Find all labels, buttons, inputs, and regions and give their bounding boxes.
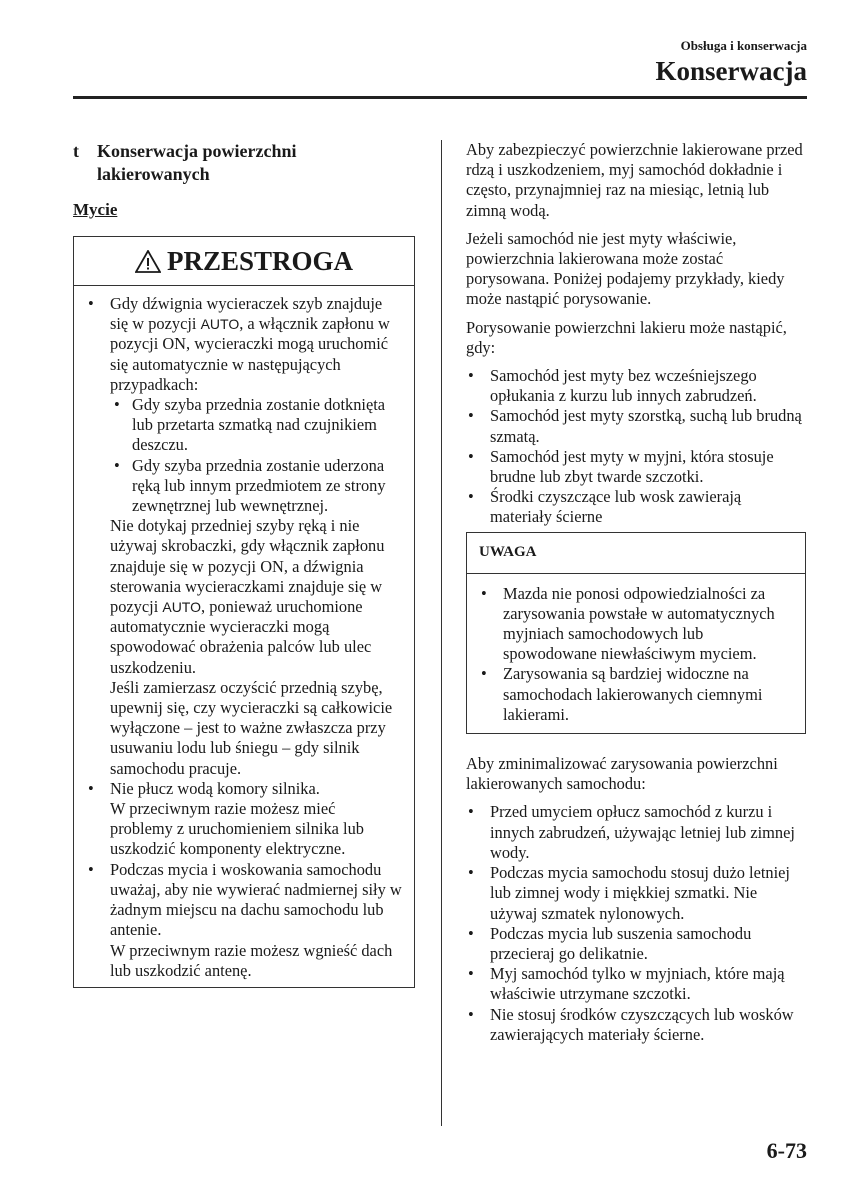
caution-paragraph: W przeciwnym razie możesz mieć problemy z uruchomieniem silnika lub uszkodzić komponenty elektryczne. [110, 799, 364, 859]
section-title: Konserwacja [655, 56, 807, 86]
caution-item [86, 860, 402, 981]
scratch-causes-list [466, 366, 806, 528]
paragraph: Aby zabezpieczyć powierzchnie lakierowane przed rdzą i uszkodzeniem, myj samochód dokładnie i często, przynajmniej raz na miesiąc, letnią lub zimną wodą. [466, 140, 803, 220]
warning-triangle-icon [135, 250, 161, 273]
subsection-title: Konserwacja powierzchni lakierowanych [97, 141, 297, 184]
page-number: 6-73 [766, 1138, 807, 1163]
caution-text: , a włącznik zapłonu w pozycji ON, wycieraczki mogą uruchomić się automatycznie w następujących przypadkach: [110, 314, 390, 394]
paragraph: Porysowanie powierzchni lakieru może nastąpić, gdy: [466, 317, 787, 357]
auto-label: AUTO [200, 316, 240, 333]
list-item: • Samochód jest myty bez wcześniejszego opłukania z kurzu lub innych zabrudzeń. [466, 366, 806, 406]
caution-title: PRZESTROGA [166, 245, 354, 276]
subsection-heading [73, 140, 415, 186]
caution-text: Gdy dźwignia wycieraczek szyb znajduje się w pozycji [110, 294, 383, 334]
note-header: UWAGA [467, 533, 805, 574]
right-column [466, 140, 806, 1045]
list-item: • Podczas mycia lub suszenia samochodu przecieraj go delikatnie. [466, 924, 806, 964]
header-rule [73, 96, 807, 99]
list-item: • Przed umyciem opłucz samochód z kurzu i innych zabrudzeń, używając letniej lub zimnej wody. [466, 802, 806, 863]
list-item: • Środki czyszczące lub wosk zawierają materiały ścierne [466, 487, 806, 527]
list-item: • Myj samochód tylko w myjniach, które mają właściwie utrzymane szczotki. [466, 964, 806, 1004]
caution-item [86, 294, 402, 779]
caution-subitem: • Gdy szyba przednia zostanie dotknięta lub przetarta szmatką nad czujnikiem deszczu. [110, 395, 402, 456]
paragraph: Aby zminimalizować zarysowania powierzchni lakierowanych samochodu: [466, 754, 778, 794]
caution-paragraph: Nie dotykaj przedniej szyby ręką i nie używaj skrobaczki, gdy włącznik zapłonu znajduje się w pozycji ON, a dźwignia sterowania wycieraczkami znajduje się w pozycji AUTO, ponieważ uruchomione automatycznie wycieraczki mogą spowodować obrażenia palców lub ulec uszkodzeniu. [110, 516, 385, 677]
caution-item [86, 779, 402, 860]
section-label-small: Obsługa i konserwacja [680, 38, 807, 53]
list-item: • Nie stosuj środków czyszczących lub wosków zawierających materiały ścierne. [466, 1005, 806, 1045]
paragraph: Jeżeli samochód nie jest myty właściwie, powierzchnia lakierowana może zostać porysowana. Poniżej podajemy przykłady, kiedy może nastąpić porysowanie. [466, 228, 785, 309]
subheading-mycie: Mycie [73, 200, 118, 219]
caution-subitem: • Gdy szyba przednia zostanie uderzona ręką lub innym przedmiotem ze strony zewnętrznej lub wewnętrznej. [110, 456, 402, 517]
column-divider [441, 140, 442, 1126]
note-item: • Mazda nie ponosi odpowiedzialności za zarysowania powstałe w automatycznych myjniach samochodowych lub spowodowane niewłaściwym myciem. [479, 584, 793, 665]
caution-text: Podczas mycia i woskowania samochodu uważaj, aby nie wywierać nadmiernej siły w żadnym miejscu na dachu samochodu lub antenie. [110, 859, 402, 940]
list-item: • Samochód jest myty w myjni, która stosuje brudne lub zbyt twarde szczotki. [466, 447, 806, 487]
tips-list [466, 802, 806, 1044]
caution-text: Nie płucz wodą komory silnika. [110, 778, 320, 798]
auto-label: AUTO [162, 599, 201, 616]
left-column [73, 140, 415, 988]
caution-paragraph: W przeciwnym razie możesz wgnieść dach lub uszkodzić antenę. [110, 940, 393, 980]
caution-header [74, 237, 414, 286]
caution-body [74, 286, 414, 987]
caution-box [73, 236, 415, 988]
section-bullet-marker: t [73, 141, 79, 161]
note-body [467, 574, 805, 733]
list-item: • Podczas mycia samochodu stosuj dużo letniej lub zimnej wody i miękkiej szmatki. Nie używaj szmatek nylonowych. [466, 863, 806, 924]
note-item: • Zarysowania są bardziej widoczne na samochodach lakierowanych ciemnymi lakierami. [479, 664, 793, 725]
list-item: • Samochód jest myty szorstką, suchą lub brudną szmatą. [466, 406, 806, 446]
note-box [466, 532, 806, 734]
caution-paragraph: Jeśli zamierzasz oczyścić przednią szybę, upewnij się, czy wycieraczki są całkowicie wyłączone – jest to ważne zwłaszcza przy usuwaniu lodu lub śniegu – gdy silnik samochodu pracuje. [110, 677, 393, 778]
